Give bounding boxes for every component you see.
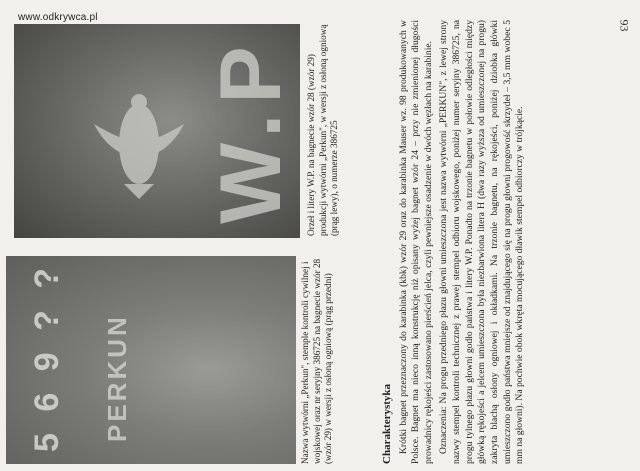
caption-photo-a: Nazwa wytwórni „Perkun", stemple kontroli cywilnej i wojskowej oraz nr seryjny 386725 na bagnecie wzór 28 (wzór 29) w wersji z osłoną ogniową (prąg przedni) [300, 258, 333, 464]
watermark: www.odkrywca.pl [18, 12, 98, 23]
photo-bayonet-eagle-wp [14, 24, 300, 238]
maker-stamp: PERKUN [102, 314, 132, 442]
wp-letters-stamp: W.P [203, 36, 299, 224]
caption-photo-b: Orzeł i litery W.P. na bagnecie wzór 28 (wzór 29) produkcji wytwórni „Perkun", w wersji z osłoną ogniową (prąg lewy), o numerze 386725 [306, 24, 339, 236]
serial-number-stamp: 5 6 9 ? ? [28, 261, 66, 452]
paragraph-intro: Krótki bagnet przeznaczony do karabinka (kbk) wzór 29 oraz do karabinka Mauser wz. 98 produkowanych w Polsce. Bagnet ma nieco inną konstrukcję niż opisany wyżej bagnet wzór 24 – przy nie zmienionej długości prowadnicy rękojeści zastosowano pierścień jelca, czyli pewniejsze osadzenie w dwóch węzłach na karabinie. [397, 20, 434, 464]
article-body [380, 20, 530, 464]
photo-bayonet-ricasso-perkun [6, 256, 296, 464]
paragraph-markings: Oznaczenia: Na progu przedniego płazu głowni umieszczona jest nazwa wytwórni „PERKUN", z lewej strony nazwy stempel kontroli technicznej z prawej stempel odbioru wojskowego, poniżej numer seryjny 386725, na progu tylnego płazu głowni godło państwa i litery W.P. Ponadto na trzonie bagnetu w połowie odległości między główką rękojeści a jelcem umieszczona była niezbarwiona litera H (dwa razy wyższa od umieszczonej na progu) zakryta blachą osłony ogniowej i okładkami. Na trzonie bagnetu, na rękojeści, poniżej dziobka główki umieszczono godło państwa mniejsze od znajdującego się na progu głowni progowość skrzydeł – 3,5 mm wobec 5 mm na głowni). Na pochwie obok wkręta mocującego dławik stempel odbiorczy w trójkącie. [438, 20, 526, 464]
section-title: Charakterystyka [381, 383, 393, 464]
eagle-emblem-icon [84, 84, 194, 204]
page-number: 93 [617, 19, 632, 32]
